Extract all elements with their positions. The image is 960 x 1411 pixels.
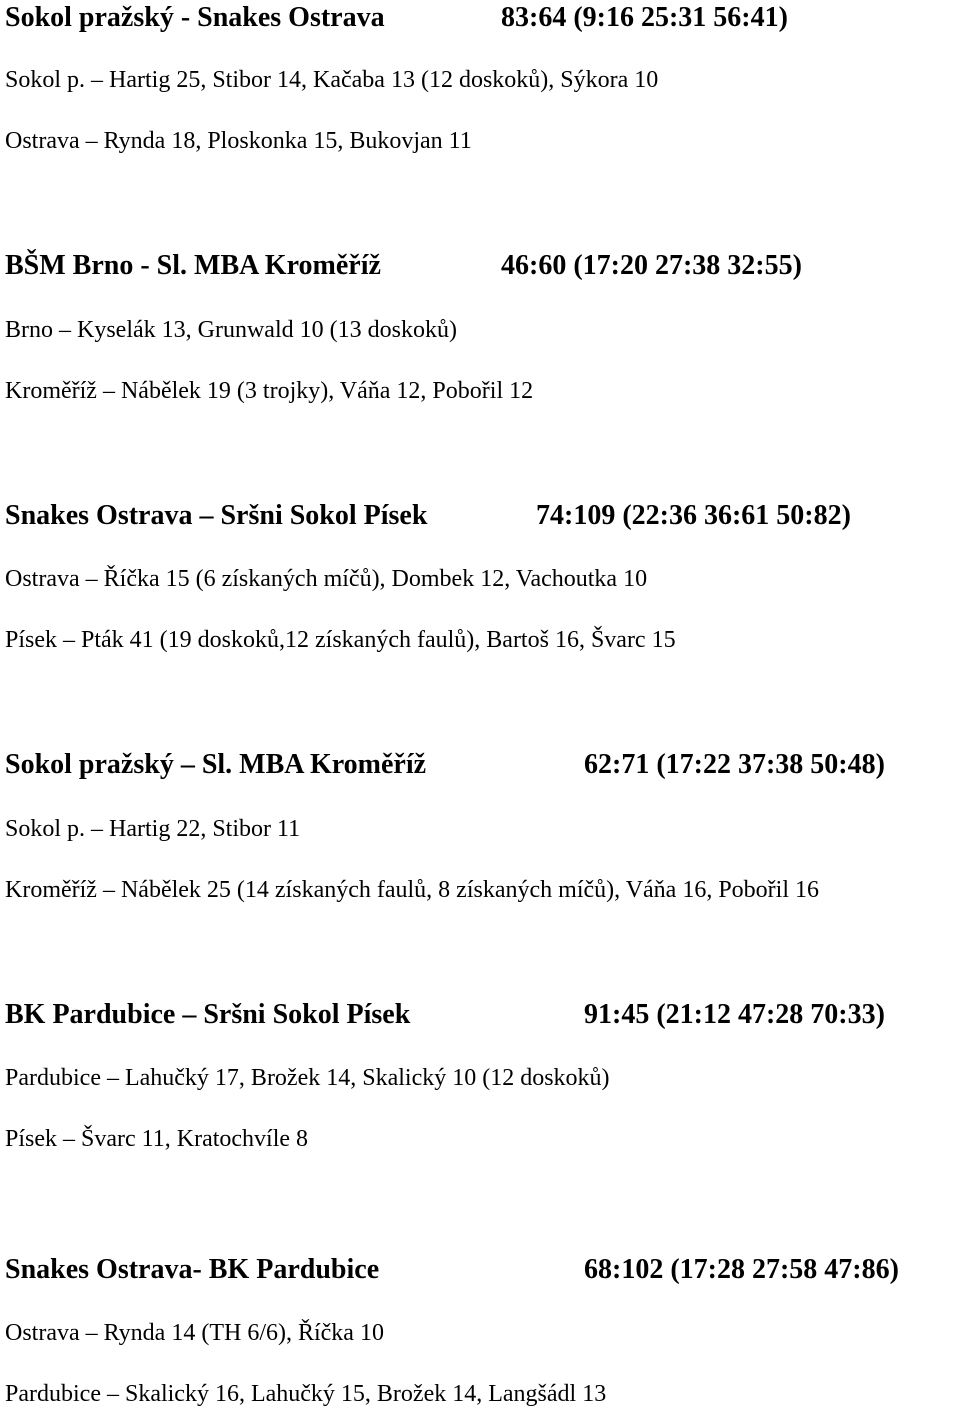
game-2-score: 46:60 (17:20 27:38 32:55) — [501, 250, 802, 281]
game-6-title: Snakes Ostrava- BK Pardubice — [5, 1254, 380, 1285]
game-2-title: BŠM Brno - Sl. MBA Kroměříž — [5, 250, 381, 281]
game-2-line-1: Brno – Kyselák 13, Grunwald 10 (13 doskoků) — [5, 317, 457, 343]
game-1-title: Sokol pražský - Snakes Ostrava — [5, 2, 385, 33]
game-4-line-1: Sokol p. – Hartig 22, Stibor 11 — [5, 816, 301, 842]
game-5-score: 91:45 (21:12 47:28 70:33) — [584, 999, 885, 1030]
game-5-line-2: Písek – Švarc 11, Kratochvíle 8 — [5, 1126, 309, 1152]
game-4-title: Sokol pražský – Sl. MBA Kroměříž — [5, 749, 427, 780]
game-4-line-2: Kroměříž – Nábělek 25 (14 získaných faulů, 8 získaných míčů), Váňa 16, Pobořil 16 — [5, 877, 820, 903]
game-6-line-1: Ostrava – Rynda 14 (TH 6/6), Říčka 10 — [5, 1320, 384, 1346]
game-1-line-1: Sokol p. – Hartig 25, Stibor 14, Kačaba 13 (12 doskoků), Sýkora 10 — [5, 67, 659, 93]
game-2-line-2: Kroměříž – Nábělek 19 (3 trojky), Váňa 12, Pobořil 12 — [5, 378, 534, 404]
game-4-score: 62:71 (17:22 37:38 50:48) — [584, 749, 885, 780]
game-6-score: 68:102 (17:28 27:58 47:86) — [584, 1254, 899, 1285]
game-6-line-2: Pardubice – Skalický 16, Lahučký 15, Brožek 14, Langšádl 13 — [5, 1381, 607, 1407]
game-3-title: Snakes Ostrava – Sršni Sokol Písek — [5, 500, 428, 531]
game-1-line-2: Ostrava – Rynda 18, Ploskonka 15, Bukovjan 11 — [5, 128, 472, 154]
game-5-title: BK Pardubice – Sršni Sokol Písek — [5, 999, 411, 1030]
game-1-score: 83:64 (9:16 25:31 56:41) — [501, 2, 788, 33]
game-3-score: 74:109 (22:36 36:61 50:82) — [536, 500, 851, 531]
game-3-line-2: Písek – Pták 41 (19 doskoků,12 získaných faulů), Bartoš 16, Švarc 15 — [5, 627, 676, 653]
game-5-line-1: Pardubice – Lahučký 17, Brožek 14, Skalický 10 (12 doskoků) — [5, 1065, 610, 1091]
game-3-line-1: Ostrava – Říčka 15 (6 získaných míčů), Dombek 12, Vachoutka 10 — [5, 566, 648, 592]
